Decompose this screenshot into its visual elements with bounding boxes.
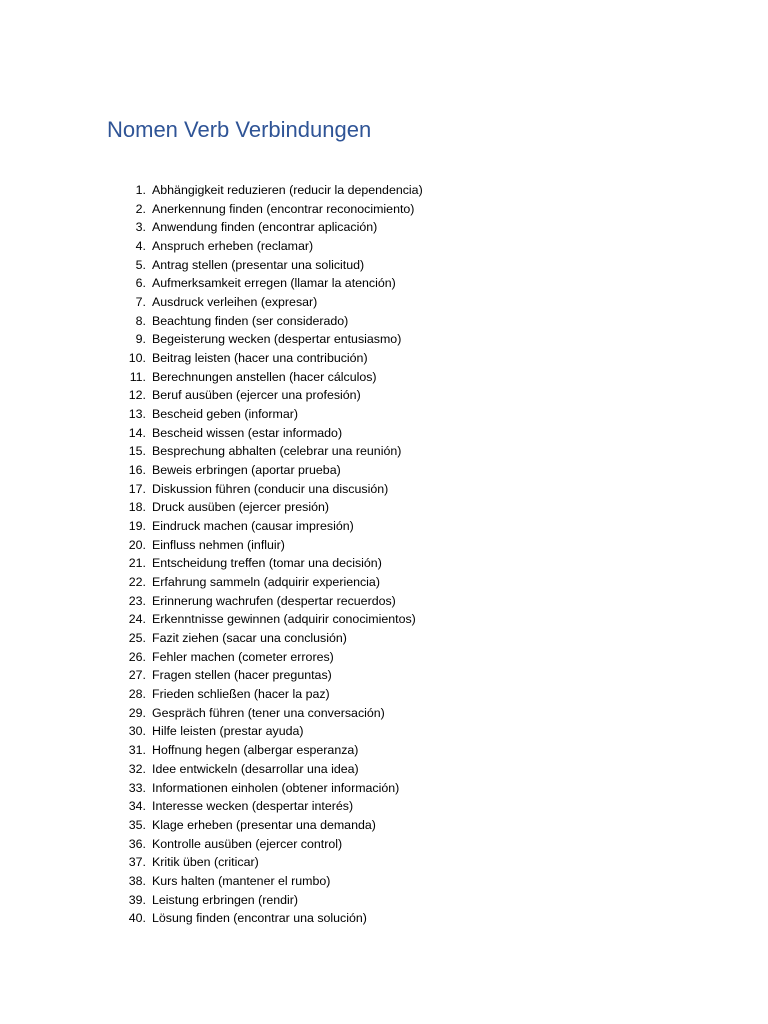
- list-item-text: Erfahrung sammeln (adquirir experiencia): [152, 575, 380, 590]
- list-item-text: Druck ausüben (ejercer presión): [152, 500, 329, 515]
- list-item-text: Leistung erbringen (rendir): [152, 892, 299, 907]
- list-item-text: Informationen einholen (obtener información): [152, 780, 400, 795]
- list-item-number: 5.: [135, 257, 146, 272]
- list-item-number: 16.: [128, 463, 146, 478]
- list-item-number: 15.: [128, 444, 146, 459]
- list-item-number: 1.: [135, 183, 146, 197]
- list-item-text: Beachtung finden (ser considerado): [152, 313, 349, 328]
- list-item-text: Fragen stellen (hacer preguntas): [152, 668, 332, 683]
- list-item-text: Eindruck machen (causar impresión): [152, 519, 354, 534]
- list-item-text: Antrag stellen (presentar una solicitud): [152, 257, 365, 272]
- list-item-text: Erkenntnisse gewinnen (adquirir conocimientos): [152, 612, 416, 627]
- list-item-text: Fehler machen (cometer errores): [152, 649, 334, 664]
- list-item-text: Anwendung finden (encontrar aplicación): [152, 220, 378, 235]
- list-item-number: 40.: [128, 911, 146, 926]
- list-item-number: 4.: [135, 239, 146, 254]
- list-item-text: Lösung finden (encontrar una solución): [152, 911, 367, 926]
- list-item-number: 39.: [128, 892, 146, 907]
- list-item-text: Anspruch erheben (reclamar): [152, 239, 314, 254]
- list-item-text: Interesse wecken (despertar interés): [152, 799, 354, 814]
- list-item-text: Ausdruck verleihen (expresar): [152, 295, 318, 310]
- list-item-number: 19.: [128, 519, 146, 534]
- list-item-number: 30.: [128, 724, 146, 739]
- list-item-number: 24.: [128, 612, 146, 627]
- list-item-text: Einfluss nehmen (influir): [152, 537, 285, 552]
- list-item-number: 34.: [128, 799, 146, 814]
- list-item-text: Anerkennung finden (encontrar reconocimiento): [152, 201, 415, 216]
- list-item-number: 33.: [128, 780, 146, 795]
- list-item-number: 21.: [128, 556, 146, 571]
- list-item-text: Abhängigkeit reduzieren (reducir la dependencia): [152, 183, 423, 197]
- list-item-text: Erinnerung wachrufen (despertar recuerdos): [152, 593, 396, 608]
- list-item-number: 28.: [128, 687, 146, 702]
- list-item-text: Klage erheben (presentar una demanda): [152, 817, 376, 832]
- list-item-number: 27.: [128, 668, 146, 683]
- list-item-number: 37.: [128, 855, 146, 870]
- list-item-text: Idee entwickeln (desarrollar una idea): [152, 761, 359, 776]
- list-item-number: 8.: [135, 313, 146, 328]
- list-item-number: 10.: [128, 351, 146, 366]
- list-item-text: Kontrolle ausüben (ejercer control): [152, 836, 343, 851]
- list-item-number: 22.: [128, 575, 146, 590]
- list-item-text: Kritik üben (criticar): [152, 855, 259, 870]
- list-item-number: 13.: [128, 407, 146, 422]
- list-item-text: Begeisterung wecken (despertar entusiasmo): [152, 332, 402, 347]
- list-item-number: 6.: [135, 276, 146, 291]
- list-item-number: 38.: [128, 873, 146, 888]
- list-item-text: Bescheid wissen (estar informado): [152, 425, 343, 440]
- list-item-text: Besprechung abhalten (celebrar una reunión): [152, 444, 402, 459]
- list-item-text: Berechnungen anstellen (hacer cálculos): [152, 369, 377, 384]
- list-item-text: Beruf ausüben (ejercer una profesión): [152, 388, 361, 403]
- list-item-number: 11.: [129, 369, 146, 384]
- list-item-text: Bescheid geben (informar): [152, 407, 299, 422]
- list-item-number: 25.: [128, 631, 146, 646]
- list-item-number: 2.: [135, 201, 146, 216]
- list-item-number: 3.: [135, 220, 146, 235]
- list-item-number: 9.: [135, 332, 146, 347]
- list-item-text: Beitrag leisten (hacer una contribución): [152, 351, 368, 366]
- list-item-text: Fazit ziehen (sacar una conclusión): [152, 631, 347, 646]
- list-item-text: Entscheidung treffen (tomar una decisión): [152, 556, 382, 571]
- list-item-number: 32.: [128, 761, 146, 776]
- list-item-number: 31.: [128, 743, 146, 758]
- list-item-number: 18.: [128, 500, 146, 515]
- list-item-number: 17.: [128, 481, 146, 496]
- list-item-number: 36.: [128, 836, 146, 851]
- list-item-text: Gespräch führen (tener una conversación): [152, 705, 385, 720]
- list-item-text: Beweis erbringen (aportar prueba): [152, 463, 341, 478]
- list-item-text: Frieden schließen (hacer la paz): [152, 687, 330, 702]
- list-item-number: 35.: [128, 817, 146, 832]
- list-item-text: Hilfe leisten (prestar ayuda): [152, 724, 304, 739]
- list-item-text: Kurs halten (mantener el rumbo): [152, 873, 331, 888]
- list-item-number: 23.: [128, 593, 146, 608]
- list-item-number: 29.: [128, 705, 146, 720]
- list-item-number: 7.: [135, 295, 146, 310]
- list-item-text: Diskussion führen (conducir una discusión): [152, 481, 389, 496]
- list-item-text: Hoffnung hegen (albergar esperanza): [152, 743, 359, 758]
- list-item-number: 26.: [128, 649, 146, 664]
- document-title: Nomen Verb Verbindungen: [107, 117, 372, 142]
- list-item-number: 14.: [128, 425, 146, 440]
- list-item-text: Aufmerksamkeit erregen (llamar la atención): [152, 276, 396, 291]
- list-item-number: 20.: [128, 537, 146, 552]
- list-item-number: 12.: [128, 388, 146, 403]
